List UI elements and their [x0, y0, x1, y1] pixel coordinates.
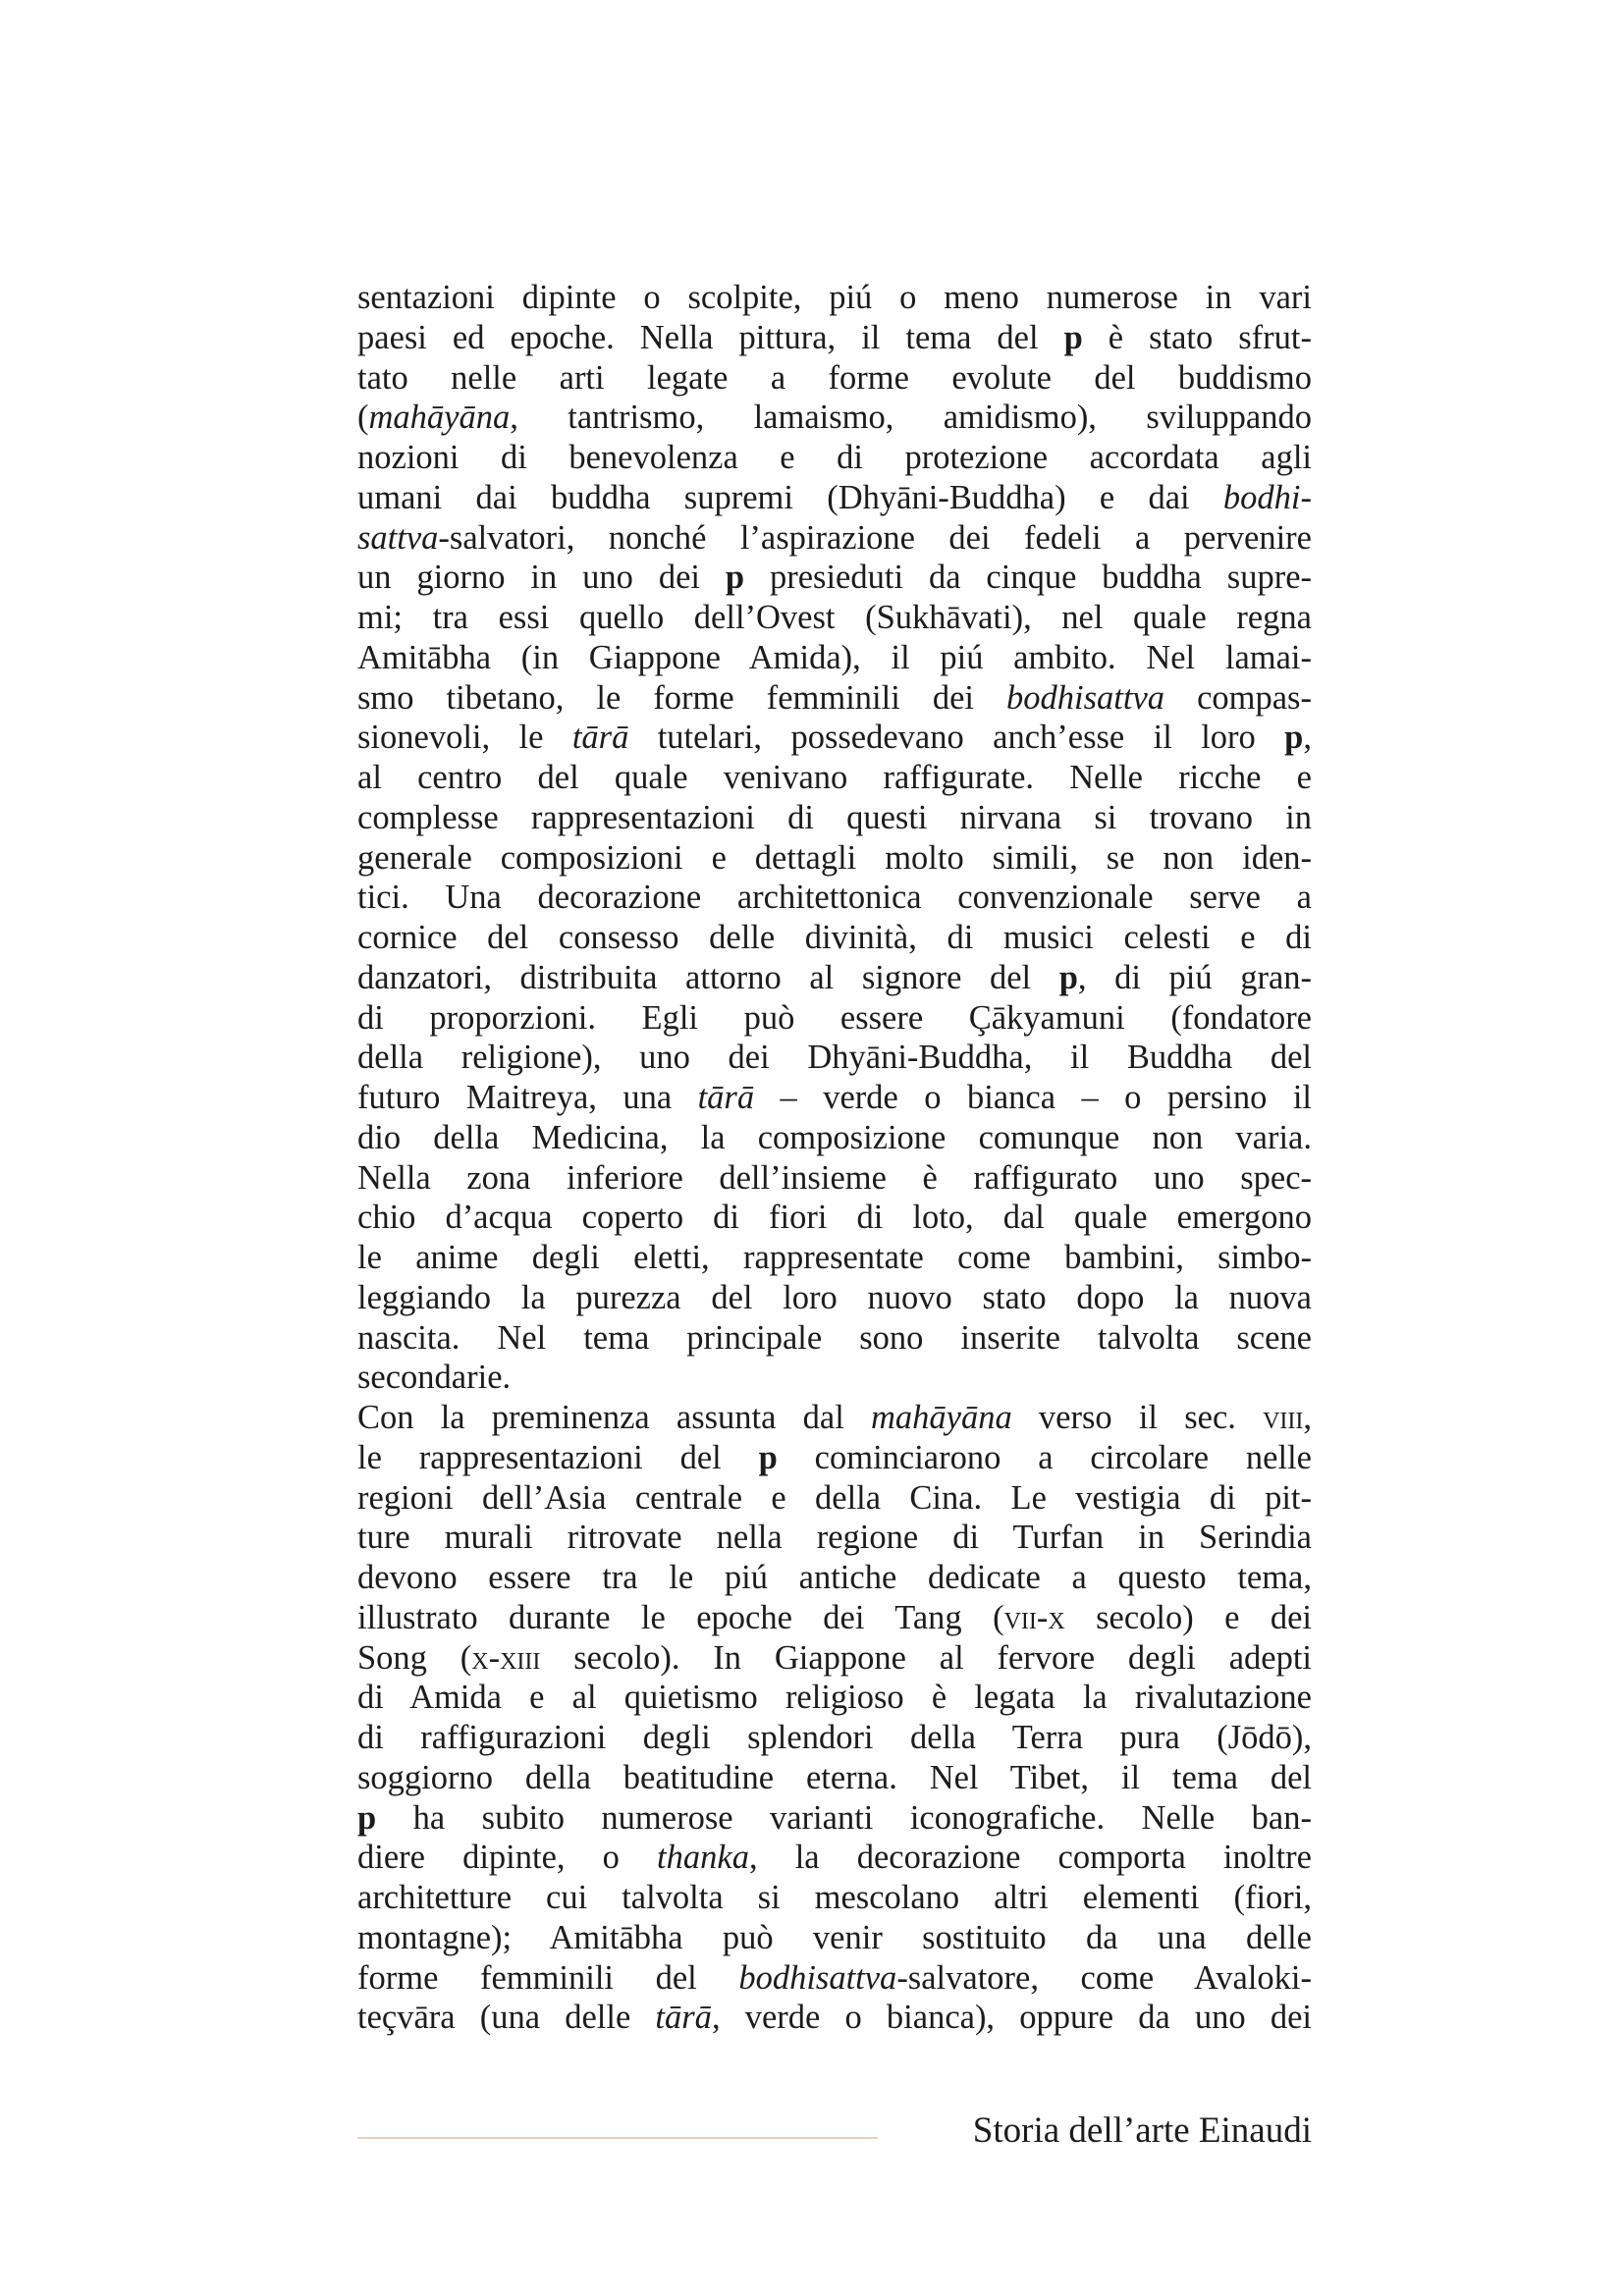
- text-run: di Amida e al quietismo religioso è legata la rivalutazione: [357, 1679, 1312, 1717]
- text-run: presieduti da cinque buddha supre-: [744, 559, 1312, 597]
- text-run: regioni dell’Asia centrale e della Cina. Le vestigia di pit-: [357, 1478, 1312, 1517]
- text-line: [357, 1118, 1312, 1158]
- text-line: [357, 358, 1312, 399]
- italic-term: tārā: [655, 1999, 712, 2037]
- text-line: [357, 318, 1312, 358]
- small-caps-term: viii: [1263, 1399, 1304, 1436]
- text-run: secolo). In Giappone al fervore degli adepti: [540, 1638, 1312, 1677]
- italic-term: thanka: [657, 1839, 749, 1877]
- bold-term: p: [1063, 318, 1083, 356]
- text-line: [357, 1438, 1312, 1478]
- text-run: di proporzioni. Egli può essere Çākyamuni (fondatore: [357, 998, 1312, 1037]
- text-run: paesi ed epoche. Nella pittura, il tema del: [357, 318, 1064, 356]
- italic-term: mahāyāna: [871, 1399, 1012, 1436]
- italic-term: sattva: [357, 518, 439, 557]
- text-run: leggiando la purezza del loro nuovo stato dopo la nuova: [357, 1278, 1312, 1316]
- text-run: verso il sec.: [1011, 1399, 1264, 1436]
- text-line: [357, 678, 1312, 719]
- text-run: illustrato durante le epoche dei Tang (: [357, 1598, 1004, 1636]
- text-run: dio della Medicina, la composizione comunque non varia.: [357, 1118, 1312, 1156]
- text-run: soggiorno della beatitudine eterna. Nel Tibet, il tema del: [357, 1758, 1312, 1796]
- text-line: [357, 1318, 1312, 1359]
- text-line: [357, 998, 1312, 1039]
- text-line: [357, 1918, 1312, 1958]
- text-run: architetture cui talvolta si mescolano altri elementi (fiori,: [357, 1879, 1312, 1916]
- text-line: [357, 1238, 1312, 1278]
- text-run: ,: [1303, 1399, 1313, 1436]
- text-line: [357, 1838, 1312, 1878]
- text-run: ture murali ritrovate nella regione di Turfan in Serindia: [357, 1519, 1312, 1557]
- italic-term: tārā: [697, 1079, 755, 1116]
- italic-term: bodhisattva: [738, 1958, 897, 1997]
- bold-term: p: [725, 559, 745, 597]
- text-run: (: [357, 399, 369, 437]
- text-line: [357, 838, 1312, 879]
- small-caps-term: x-xiii: [471, 1638, 541, 1677]
- text-line: [357, 1518, 1312, 1558]
- footer-rule: [357, 2137, 878, 2139]
- text-run: un giorno in uno dei: [357, 559, 726, 597]
- text-run: della religione), uno dei Dhyāni-Buddha, il Buddha del: [357, 1039, 1312, 1077]
- text-line: [357, 1638, 1312, 1679]
- text-line: [357, 918, 1312, 958]
- text-run: forme femminili del: [357, 1958, 739, 1997]
- text-run: cornice del consesso delle divinità, di musici celesti e di: [357, 919, 1312, 956]
- text-run: montagne); Amitābha può venir sostituito da una delle: [357, 1918, 1312, 1956]
- bold-term: p: [357, 1798, 377, 1837]
- text-line: [357, 718, 1312, 758]
- body-text: [357, 278, 1312, 2038]
- text-line: [357, 398, 1312, 438]
- text-line: [357, 1598, 1312, 1638]
- text-run: , verde o bianca), oppure da uno dei: [711, 1999, 1312, 2037]
- text-run: le rappresentazioni del: [357, 1438, 759, 1476]
- text-line: [357, 1478, 1312, 1519]
- text-run: è stato sfrut-: [1082, 318, 1312, 356]
- text-line: [357, 798, 1312, 838]
- text-run: smo tibetano, le forme femminili dei: [357, 678, 1007, 717]
- text-line: [357, 1798, 1312, 1839]
- text-run: al centro del quale venivano raffigurate. Nelle ricche e: [357, 759, 1312, 796]
- text-line: [357, 278, 1312, 318]
- text-run: , di piú gran-: [1077, 958, 1312, 996]
- text-run: tutelari, possedevano anch’esse il loro: [628, 719, 1285, 757]
- text-line: [357, 1878, 1312, 1918]
- text-line: [357, 478, 1312, 518]
- text-run: nozioni di benevolenza e di protezione accordata agli: [357, 439, 1312, 476]
- text-run: di raffigurazioni degli splendori della Terra pura (Jōdō),: [357, 1719, 1312, 1756]
- text-line: [357, 638, 1312, 678]
- text-line: [357, 1558, 1312, 1598]
- text-line: [357, 1958, 1312, 1999]
- text-run: complesse rappresentazioni di questi nirvana si trovano in: [357, 798, 1312, 836]
- text-run: le anime degli eletti, rappresentate come bambini, simbo-: [357, 1239, 1312, 1276]
- text-run: teçvāra (una delle: [357, 1999, 656, 2037]
- text-run: secondarie.: [357, 1359, 512, 1397]
- text-run: Amitābha (in Giappone Amida), il piú ambito. Nel lamai-: [357, 638, 1312, 676]
- text-run: secolo) e dei: [1064, 1598, 1312, 1636]
- text-line: [357, 598, 1312, 638]
- text-run: generale composizioni e dettagli molto simili, se non iden-: [357, 838, 1312, 877]
- text-run: mi; tra essi quello dell’Ovest (Sukhāvati), nel quale regna: [357, 599, 1312, 636]
- text-run: , tantrismo, lamaismo, amidismo), sviluppando: [510, 399, 1312, 437]
- text-run: -salvatore, come Avaloki-: [896, 1958, 1312, 1997]
- text-run: tato nelle arti legate a forme evolute del buddismo: [357, 358, 1312, 397]
- text-line: [357, 1758, 1312, 1798]
- text-line: [357, 1678, 1312, 1718]
- text-run: – verde o bianca – o persino il: [754, 1079, 1312, 1116]
- text-run: tici. Una decorazione architettonica convenzionale serve a: [357, 879, 1312, 917]
- text-run: umani dai buddha supremi (Dhyāni-Buddha) e dai: [357, 478, 1223, 516]
- text-run: Nella zona inferiore dell’insieme è raffigurato uno spec-: [357, 1158, 1312, 1197]
- text-line: [357, 1198, 1312, 1238]
- text-run: nascita. Nel tema principale sono inserite talvolta scene: [357, 1318, 1312, 1357]
- italic-term: tārā: [571, 719, 629, 757]
- text-run: -salvatori, nonché l’aspirazione dei fedeli a pervenire: [438, 518, 1312, 557]
- text-run: Song (: [357, 1638, 472, 1677]
- text-line: [357, 1358, 1312, 1398]
- text-run: sentazioni dipinte o scolpite, piú o meno numerose in vari: [357, 279, 1312, 316]
- footer: [357, 2109, 1312, 2158]
- small-caps-term: vii-x: [1003, 1598, 1065, 1636]
- italic-term: bodhi-: [1222, 478, 1312, 516]
- bold-term: p: [1284, 719, 1304, 757]
- text-run: ,: [1303, 719, 1312, 757]
- text-line: [357, 1038, 1312, 1078]
- text-run: futuro Maitreya, una: [357, 1079, 698, 1116]
- text-run: ha subito numerose varianti iconografiche. Nelle ban-: [376, 1798, 1312, 1837]
- text-run: chio d’acqua coperto di fiori di loto, dal quale emergono: [357, 1199, 1312, 1237]
- text-line: [357, 1158, 1312, 1199]
- text-line: [357, 1718, 1312, 1758]
- bold-term: p: [758, 1438, 778, 1476]
- text-run: cominciarono a circolare nelle: [777, 1438, 1312, 1476]
- italic-term: mahāyāna: [368, 399, 511, 437]
- bold-term: p: [1058, 958, 1078, 996]
- text-line: [357, 1998, 1312, 2038]
- text-run: devono essere tra le piú antiche dedicate a questo tema,: [357, 1559, 1312, 1596]
- text-run: , la decorazione comporta inoltre: [748, 1839, 1312, 1877]
- text-line: [357, 1078, 1312, 1118]
- text-line: [357, 438, 1312, 478]
- text-line: [357, 878, 1312, 918]
- text-run: sionevoli, le: [357, 719, 572, 757]
- text-line: [357, 1278, 1312, 1318]
- text-run: diere dipinte, o: [357, 1839, 658, 1877]
- text-line: [357, 958, 1312, 998]
- text-line: [357, 758, 1312, 798]
- text-line: [357, 558, 1312, 598]
- italic-term: bodhisattva: [1006, 678, 1165, 717]
- text-run: Con la preminenza assunta dal: [357, 1399, 871, 1436]
- text-run: compas-: [1164, 678, 1312, 717]
- text-line: [357, 518, 1312, 559]
- text-line: [357, 1398, 1312, 1438]
- footer-title: Storia dell’arte Einaudi: [972, 2110, 1312, 2151]
- text-run: danzatori, distribuita attorno al signore del: [357, 958, 1059, 996]
